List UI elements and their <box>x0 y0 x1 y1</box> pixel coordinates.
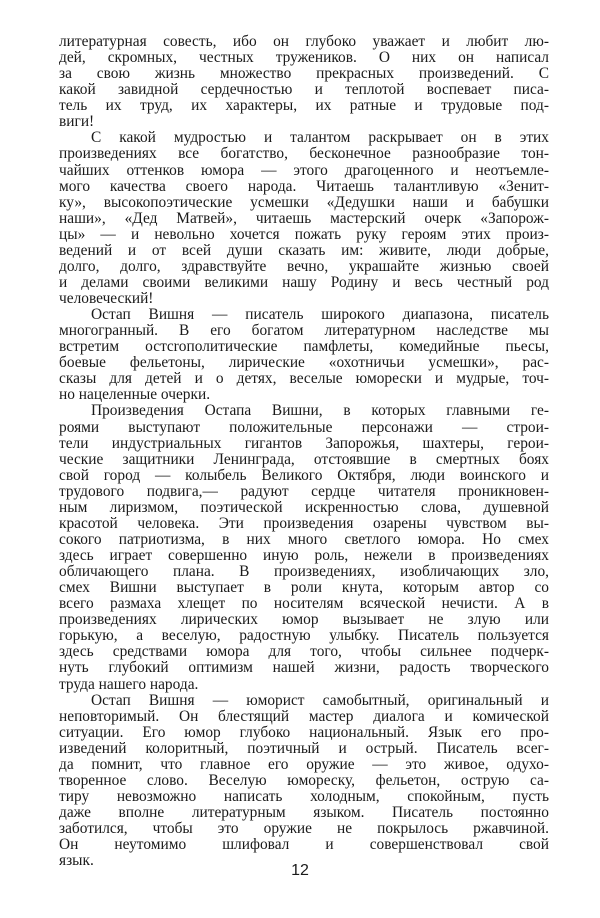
text-line: Он неутомимо шлифовал и совершенствовал свой <box>59 836 549 854</box>
text-line: С какой мудростью и талантом раскрывает он в этих <box>91 129 549 147</box>
text-line: здесь средствами юмора для того, чтобы сильнее подчерк- <box>59 643 549 661</box>
text-line: Остап Вишня — писатель широкого диапазона, писатель <box>91 306 549 324</box>
text-line: встретим остcroполитические памфлеты, комедийные пьесы, <box>59 338 549 356</box>
text-line: Произведения Остапа Вишни, в которых главными ге- <box>91 402 549 420</box>
text-line: трудового подвига,— радуют сердце читателя проникновен- <box>59 482 549 500</box>
text-line: даже вполне литературным языком. Писатель постоянно <box>59 804 549 821</box>
text-line: здесь играет совершенно иную роль, нежели в произведениях <box>59 547 549 564</box>
text-line: нуть глубокий оптимизм нашей жизни, радость творческого <box>59 659 549 677</box>
text-line: чайших оттенков юмора — этого драгоценного и неотъемле- <box>59 161 549 179</box>
text-line: многогранный. В его богатом литературном наследстве мы <box>59 322 549 340</box>
text-line: и делами своими великими нашу Родину и весь честный род <box>59 273 549 291</box>
text-line: произведениях лирических юмор вызывает не злую или <box>59 611 549 629</box>
text-line: смех Вишни выступает в роли кнута, которым автор со <box>59 579 549 597</box>
text-line: горькую, а веселую, радостную улыбку. Писатель пользуется <box>59 627 549 645</box>
document-body <box>59 34 549 869</box>
text-line: ческие защитники Ленинграда, отстоявшие в смертных боях <box>59 450 549 468</box>
text-line: литературная совесть, ибо он глубоко уважает и любит лю- <box>59 33 549 50</box>
text-line: цы» — и невольно хочется пожать руку героям этих произ- <box>59 225 549 243</box>
page-number: 12 <box>291 862 309 879</box>
paragraph <box>59 403 549 692</box>
paragraph <box>59 34 549 130</box>
paragraph <box>59 130 549 307</box>
text-line: ным лиризмом, поэтической искренностью слова, душевной <box>59 498 549 516</box>
text-line: тиру невозможно написать холодным, спокойным, пусть <box>59 787 549 805</box>
text-line: ведений и от всей души сказать им: живите, люди добрые, <box>59 241 549 259</box>
text-line: заботился, чтобы это оружие не покрылось ржавчиной. <box>59 820 549 838</box>
text-line: ситуации. Его юмор глубоко национальный. Язык его про- <box>59 723 549 741</box>
text-line: тели индустриальных гигантов Запорожья, шахтеры, герои- <box>59 434 549 452</box>
text-line: человеческий! <box>59 290 154 307</box>
text-line: произведениях все богатство, бесконечное разнообразие тон- <box>59 145 549 163</box>
text-line: виги! <box>59 113 95 131</box>
text-line: роями выступают положительные персонажи — строи- <box>59 418 549 436</box>
text-line: сказы для детей и о детях, веселые юморески и мудрые, точ- <box>59 370 549 388</box>
text-line: но нацеленные очерки. <box>59 386 211 404</box>
text-line: долго, долго, здравствуйте вечно, украшайте жизнью своей <box>59 257 549 275</box>
text-line: обличающего плана. В произведениях, изобличающих зло, <box>59 563 549 581</box>
text-line: да помнит, что главное его оружие — это живое, одухо- <box>59 755 549 773</box>
paragraph <box>59 693 549 870</box>
text-line: красотой человека. Эти произведения озарены чувством вы- <box>59 514 549 532</box>
text-line: наши», «Дед Матвей», читаешь мастерский очерк «Запорож- <box>59 209 549 227</box>
text-line: тель их труд, их характеры, их ратные и трудовые под- <box>59 97 549 115</box>
text-line: за свою жизнь множество прекрасных произведений. С <box>59 65 549 83</box>
text-line: дей, скромных, честных тружеников. О них он написал <box>59 49 549 67</box>
text-line: неповторимый. Он блестящий мастер диалога и комической <box>59 707 549 725</box>
text-line: всего размаха хлещет по носителям всяческой нечисти. А в <box>59 595 549 613</box>
paragraph <box>59 307 549 403</box>
text-line: труда нашего народа. <box>59 675 199 693</box>
text-line: сокого патриотизма, в них много светлого юмора. Но смех <box>59 530 549 548</box>
text-line: ку», высокопоэтические усмешки «Дедушки наши и бабушки <box>59 193 549 211</box>
text-line: творенное слово. Веселую юмореску, фельетон, острую са- <box>59 771 549 789</box>
text-line: Остап Вишня — юморист самобытный, оригинальный и <box>91 691 549 709</box>
text-line: боевые фельетоны, лирические «охотничьи усмешки», рас- <box>59 354 549 372</box>
text-line: какой завидной сердечностью и теплотой воспевает писа- <box>59 81 549 99</box>
text-line: свой город — колыбель Великого Октября, люди воинского и <box>59 466 549 484</box>
text-line: мого качества своего народа. Читаешь талантливую «Зенит- <box>59 177 549 195</box>
text-line: изведений колоритный, поэтичный и острый. Писатель всег- <box>59 739 549 757</box>
text-line: язык. <box>59 852 94 870</box>
